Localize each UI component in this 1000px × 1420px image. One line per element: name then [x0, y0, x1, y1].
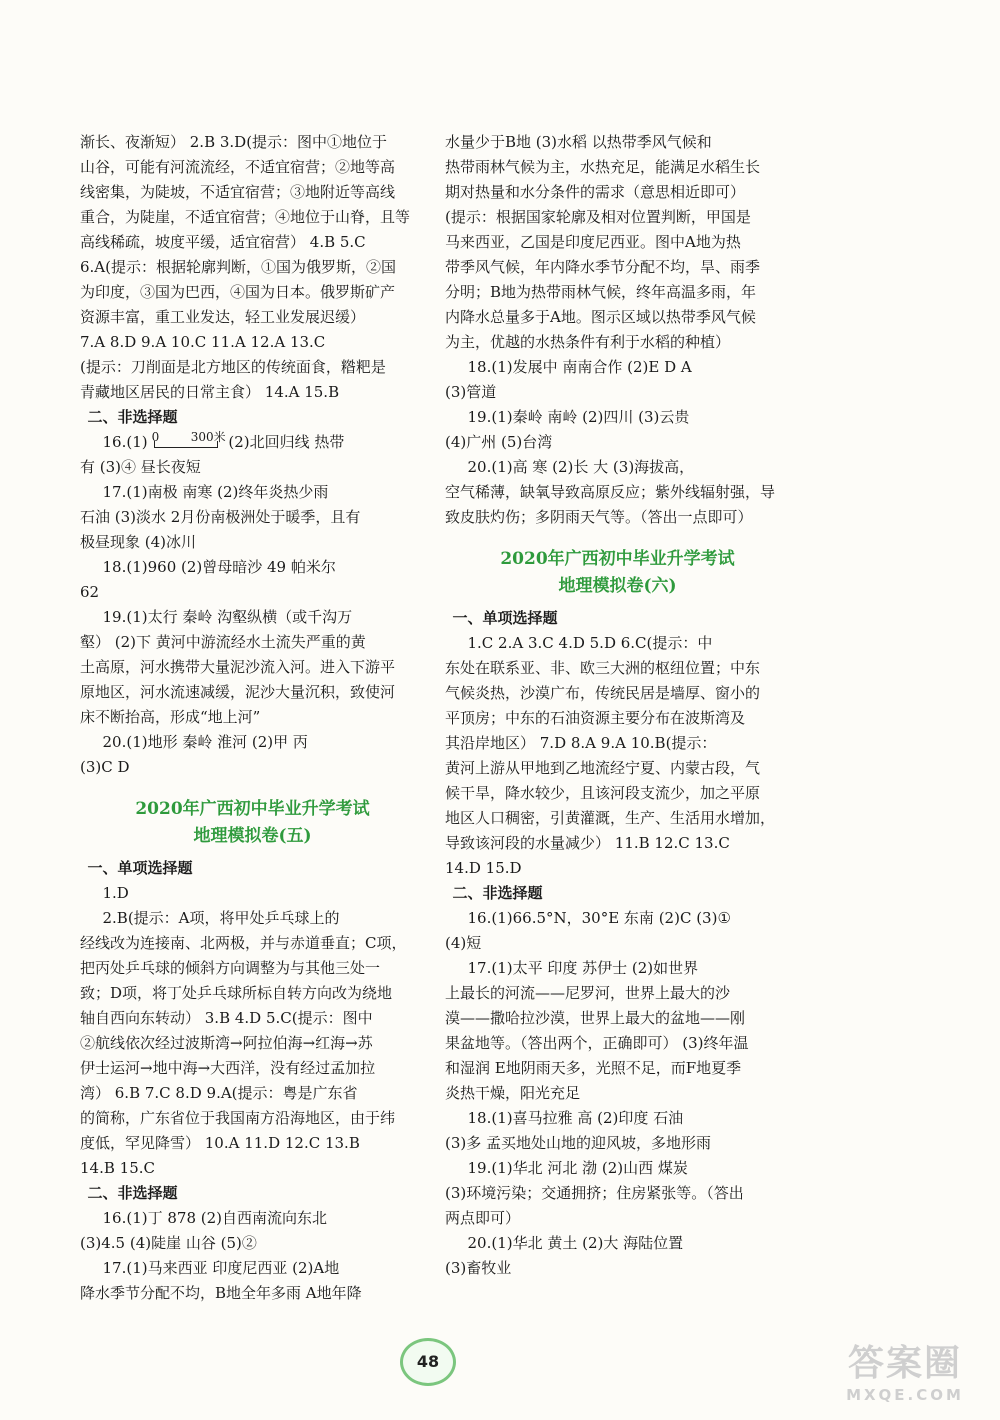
text-line: 19.(1)华北 河北 渤 (2)山西 煤炭	[467, 1159, 688, 1177]
text-line: 两点即可）	[445, 1209, 521, 1227]
text-line: 的简称，广东省位于我国南方沿海地区，由于纬	[80, 1109, 396, 1127]
scale-bar	[151, 430, 226, 450]
text-line: 伊士运河→地中海→大西洋，没有经过孟加拉	[80, 1059, 376, 1077]
text-line: 空气稀薄，缺氧导致高原反应；紫外线辐射强，导	[445, 483, 776, 501]
page-number: 48	[416, 1352, 440, 1371]
text-line: 渐长、夜渐短） 2.B 3.D(提示：图中①地位于	[80, 133, 388, 151]
text-line: 19.(1)秦岭 南岭 (2)四川 (3)云贵	[467, 408, 690, 426]
text-line: 导致该河段的水量减少） 11.B 12.C 13.C	[445, 834, 730, 852]
text-line: 平顶房；中东的石油资源主要分布在波斯湾及	[445, 709, 746, 727]
watermark-logo	[820, 1342, 990, 1412]
text-line: (3)畜牧业	[445, 1259, 512, 1277]
text-line: 1.C 2.A 3.C 4.D 5.D 6.C(提示：中	[467, 634, 713, 652]
watermark-sub: MXQE.COM	[846, 1386, 964, 1404]
text-line: 线密集，为陡坡，不适宜宿营；③地附近等高线	[80, 183, 396, 201]
text-line: 候干旱，降水较少，且该河段支流少，加之平原	[445, 784, 761, 802]
text-line: 20.(1)华北 黄土 (2)大 海陆位置	[467, 1234, 684, 1252]
text-line: 17.(1)太平 印度 苏伊士 (2)如世界	[467, 959, 699, 977]
left-column	[80, 130, 425, 1306]
text-line: 高线稀疏，坡度平缓，适宜宿营） 4.B 5.C	[80, 233, 366, 251]
text-line: 1.D	[102, 884, 129, 902]
text-line: 上最长的河流——尼罗河，世界上最大的沙	[445, 984, 731, 1002]
text-line: 重合，为陡崖，不适宜宿营；④地位于山脊，且等	[80, 208, 411, 226]
scale-label-zero: 0	[151, 430, 160, 444]
text-line: 其沿岸地区） 7.D 8.A 9.A 10.B(提示：	[445, 734, 717, 752]
text-line: 18.(1)960 (2)曾母暗沙 49 帕米尔	[102, 558, 336, 576]
text-line: 和湿润 E地阴雨天多，光照不足，而F地夏季	[445, 1059, 742, 1077]
text-line: 16.(1)66.5°N，30°E 东南 (2)C (3)①	[467, 909, 731, 927]
text-line: 20.(1)地形 秦岭 淮河 (2)甲 丙	[102, 733, 308, 751]
text-fragment: 16.(1)	[102, 433, 148, 451]
text-line: 地区人口稠密，引黄灌溉，生产、生活用水增加，	[445, 809, 776, 827]
text-line: 6.A(提示：根据轮廓判断，①国为俄罗斯，②国	[80, 258, 396, 276]
watermark-main: 答案圈	[847, 1343, 962, 1384]
text-line: 石油 (3)淡水 2月份南极洲处于暖季，且有	[80, 508, 361, 526]
text-line: 壑） (2)下 黄河中游流经水土流失严重的黄	[80, 633, 366, 651]
text-line: (提示：根据国家轮廓及相对位置判断，甲国是	[445, 208, 751, 226]
text-line: 7.A 8.D 9.A 10.C 11.A 12.A 13.C	[80, 333, 326, 351]
text-line: 19.(1)太行 秦岭 沟壑纵横（或千沟万	[102, 608, 353, 626]
exam-title-line: 地理模拟卷(五)	[193, 826, 312, 846]
text-line: 气候炎热，沙漠广布，传统民居是墙厚、窗小的	[445, 684, 761, 702]
text-line: 致；D项，将丁处乒乓球所标自转方向改为绕地	[80, 984, 393, 1002]
text-line: 漠——撒哈拉沙漠，世界上最大的盆地——刚	[445, 1009, 746, 1027]
text-line: 床不断抬高，形成“地上河”	[80, 708, 261, 726]
text-line: 18.(1)喜马拉雅 高 (2)印度 石油	[467, 1109, 684, 1127]
text-line: 16.(1)丁 878 (2)自西南流向东北	[102, 1209, 328, 1227]
text-line: (3)C D	[80, 758, 130, 776]
text-fragment: (2)北回归线 热带	[228, 433, 345, 451]
text-line: ②航线依次经过波斯湾→阿拉伯海→红海→苏	[80, 1034, 373, 1052]
text-line: 为印度，③国为巴西，④国为日本。俄罗斯矿产	[80, 283, 396, 301]
text-line: 18.(1)发展中 南南合作 (2)E D A	[467, 358, 692, 376]
text-line: 内降水总量多于A地。图示区域以热带季风气候	[445, 308, 756, 326]
text-line: 分明；B地为热带雨林气候，终年高温多雨，年	[445, 283, 757, 301]
text-line: 带季风气候，年内降水季节分配不均，旱、雨季	[445, 258, 761, 276]
exam-title-6	[445, 546, 790, 600]
text-line: 有 (3)④ 昼长夜短	[80, 458, 201, 476]
text-line: 降水季节分配不均，B地全年多雨 A地年降	[80, 1284, 362, 1302]
text-line: 17.(1)南极 南寒 (2)终年炎热少雨	[102, 483, 329, 501]
text-line: (3)管道	[445, 383, 497, 401]
text-line: 山谷，可能有河流流经，不适宜宿营；②地等高	[80, 158, 396, 176]
text-line: 青藏地区居民的日常主食） 14.A 15.B	[80, 383, 340, 401]
text-line: 2.B(提示：A项，将甲处乒乓球上的	[102, 909, 340, 927]
text-line: 果盆地等。（答出两个，正确即可） (3)终年温	[445, 1034, 749, 1052]
text-line: 原地区，河水流速减缓，泥沙大量沉积，致使河	[80, 683, 396, 701]
text-line: 度低，罕见降雪） 10.A 11.D 12.C 13.B	[80, 1134, 360, 1152]
text-line: 马来西亚，乙国是印度尼西亚。图中A地为热	[445, 233, 741, 251]
section-heading: 一、单项选择题	[87, 859, 193, 877]
text-line: 东处在联系亚、非、欧三大洲的枢纽位置；中东	[445, 659, 761, 677]
text-line: (3)多 孟买地处山地的迎风坡，多地形雨	[445, 1134, 712, 1152]
text-line: 炎热干燥，阳光充足	[445, 1084, 581, 1102]
text-line: 期对热量和水分条件的需求（意思相近即可）	[445, 183, 746, 201]
right-column	[445, 130, 790, 1281]
text-line: 黄河上游从甲地到乙地流经宁夏、内蒙古段，气	[445, 759, 761, 777]
text-line: 62	[80, 583, 100, 601]
text-line: (3)环境污染；交通拥挤；住房紧张等。（答出	[445, 1184, 744, 1202]
page-number-badge	[400, 1338, 456, 1386]
text-line: 资源丰富，重工业发达，轻工业发展迟缓）	[80, 308, 366, 326]
text-line: (提示：刀削面是北方地区的传统面食，糌粑是	[80, 358, 386, 376]
exam-title-line: 2020年广西初中毕业升学考试	[135, 799, 370, 819]
text-line: 14.D 15.D	[445, 859, 522, 877]
section-heading: 二、非选择题	[452, 884, 543, 902]
text-line: 致皮肤灼伤；多阴雨天气等。（答出一点即可）	[445, 508, 753, 526]
text-line: 轴自西向东转动） 3.B 4.D 5.C(提示：图中	[80, 1009, 373, 1027]
text-line: 把丙处乒乓球的倾斜方向调整为与其他三处一	[80, 959, 381, 977]
text-line: 极昼现象 (4)冰川	[80, 533, 197, 551]
text-line: (4)广州 (5)台湾	[445, 433, 553, 451]
text-line: 17.(1)马来西亚 印度尼西亚 (2)A地	[102, 1259, 340, 1277]
exam-title-5	[80, 796, 425, 850]
section-heading: 一、单项选择题	[452, 609, 558, 627]
exam-title-line: 2020年广西初中毕业升学考试	[500, 549, 735, 569]
section-heading: 二、非选择题	[87, 408, 178, 426]
text-line: 20.(1)高 寒 (2)长 大 (3)海拔高，	[467, 458, 695, 476]
text-line: 热带雨林气候为主，水热充足，能满足水稻生长	[445, 158, 761, 176]
text-line: 水量少于B地 (3)水稻 以热带季风气候和	[445, 133, 712, 151]
text-line: 湾） 6.B 7.C 8.D 9.A(提示：粤是广东省	[80, 1084, 358, 1102]
text-line: 14.B 15.C	[80, 1159, 155, 1177]
answer-16-line	[80, 430, 425, 455]
exam-title-line: 地理模拟卷(六)	[558, 576, 677, 596]
text-line: (4)短	[445, 934, 482, 952]
scale-label-300: 300米	[190, 430, 226, 444]
text-line: (3)4.5 (4)陡崖 山谷 (5)②	[80, 1234, 257, 1252]
text-line: 为主，优越的水热条件有利于水稻的种植）	[445, 333, 731, 351]
section-heading: 二、非选择题	[87, 1184, 178, 1202]
text-line: 土高原，河水携带大量泥沙流入河。进入下游平	[80, 658, 396, 676]
text-line: 经线改为连接南、北两极，并与赤道垂直；C项，	[80, 934, 407, 952]
